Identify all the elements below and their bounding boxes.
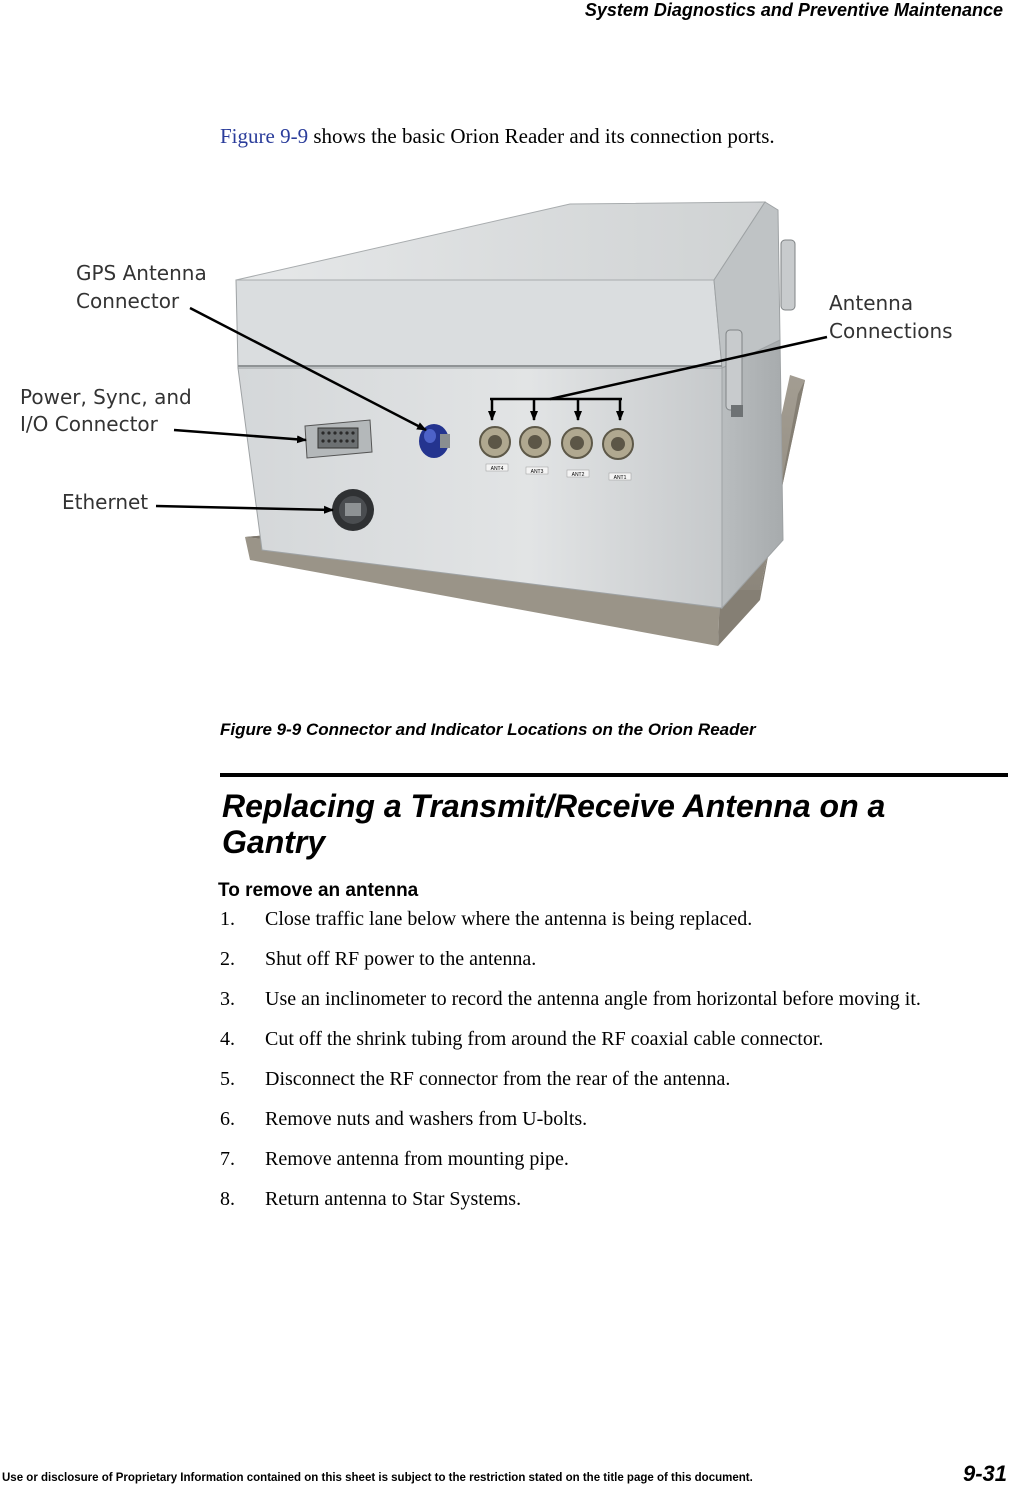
step-number: 7. — [220, 1148, 235, 1170]
power-label-line1: Power, Sync, and — [20, 385, 192, 409]
proprietary-notice: Use or disclosure of Proprietary Information contained on this sheet is subject to the restriction stated on the title page of this document. — [2, 1472, 753, 1484]
page-number: 9-31 — [962, 1461, 1007, 1486]
figure-xref-link[interactable]: Figure 9-9 — [220, 124, 309, 148]
step-number: 5. — [220, 1068, 235, 1090]
list-item — [220, 1146, 1000, 1172]
step-text: Return antenna to Star Systems. — [265, 1188, 522, 1210]
step-number: 4. — [220, 1028, 235, 1050]
power-sync-io-connector — [305, 420, 372, 458]
step-number: 2. — [220, 948, 235, 970]
list-item — [220, 1186, 1000, 1212]
step-text: Close traffic lane below where the antenna is being replaced. — [265, 908, 753, 930]
antenna-label-line1: Antenna — [829, 291, 914, 315]
step-number: 6. — [220, 1108, 235, 1130]
antenna-port — [562, 428, 592, 458]
orion-reader-illustration — [0, 180, 1011, 680]
step-text: Disconnect the RF connector from the rear of the antenna. — [265, 1068, 731, 1090]
port-label: ANT3 — [530, 469, 544, 475]
step-text: Remove antenna from mounting pipe. — [265, 1148, 569, 1170]
intro-text: shows the basic Orion Reader and its connection ports. — [308, 124, 775, 148]
step-number: 1. — [220, 908, 235, 930]
list-item — [220, 1026, 1000, 1052]
port-label: ANT4 — [490, 466, 504, 472]
antenna-port — [603, 429, 633, 459]
figure-caption: Figure 9-9 Connector and Indicator Locations on the Orion Reader — [220, 720, 756, 739]
gps-label-line2: Connector — [76, 289, 180, 313]
antenna-port — [480, 427, 510, 457]
step-text: Shut off RF power to the antenna. — [265, 948, 537, 970]
procedure-steps — [220, 906, 1000, 1226]
orion-reader-figure — [0, 180, 1011, 680]
list-item — [220, 946, 1000, 972]
ethernet-connector — [332, 489, 374, 531]
list-item — [220, 986, 1000, 1012]
enclosure-body — [238, 368, 722, 608]
step-text: Remove nuts and washers from U-bolts. — [265, 1108, 588, 1130]
step-number: 8. — [220, 1188, 235, 1210]
port-label: ANT1 — [613, 475, 627, 481]
list-item — [220, 1066, 1000, 1092]
port-label: ANT2 — [571, 472, 585, 478]
power-label-line2: I/O Connector — [20, 412, 158, 436]
intro-paragraph — [220, 124, 775, 148]
enclosure-lid — [236, 280, 722, 368]
running-header: System Diagnostics and Preventive Maintenance — [584, 0, 1003, 20]
gps-label-line1: GPS Antenna — [76, 261, 207, 285]
list-item — [220, 1106, 1000, 1132]
step-number: 3. — [220, 988, 235, 1010]
procedure-title: To remove an antenna — [218, 880, 419, 901]
step-text: Cut off the shrink tubing from around the RF coaxial cable connector. — [265, 1028, 824, 1050]
list-item — [220, 906, 1000, 932]
section-heading: Replacing a Transmit/Receive Antenna on a Gantry — [222, 788, 886, 860]
ethernet-label: Ethernet — [62, 490, 149, 514]
section-rule — [220, 773, 1008, 777]
step-text: Use an inclinometer to record the antenna angle from horizontal before moving it. — [265, 988, 921, 1010]
antenna-port — [520, 427, 550, 457]
antenna-label-line2: Connections — [829, 319, 953, 343]
